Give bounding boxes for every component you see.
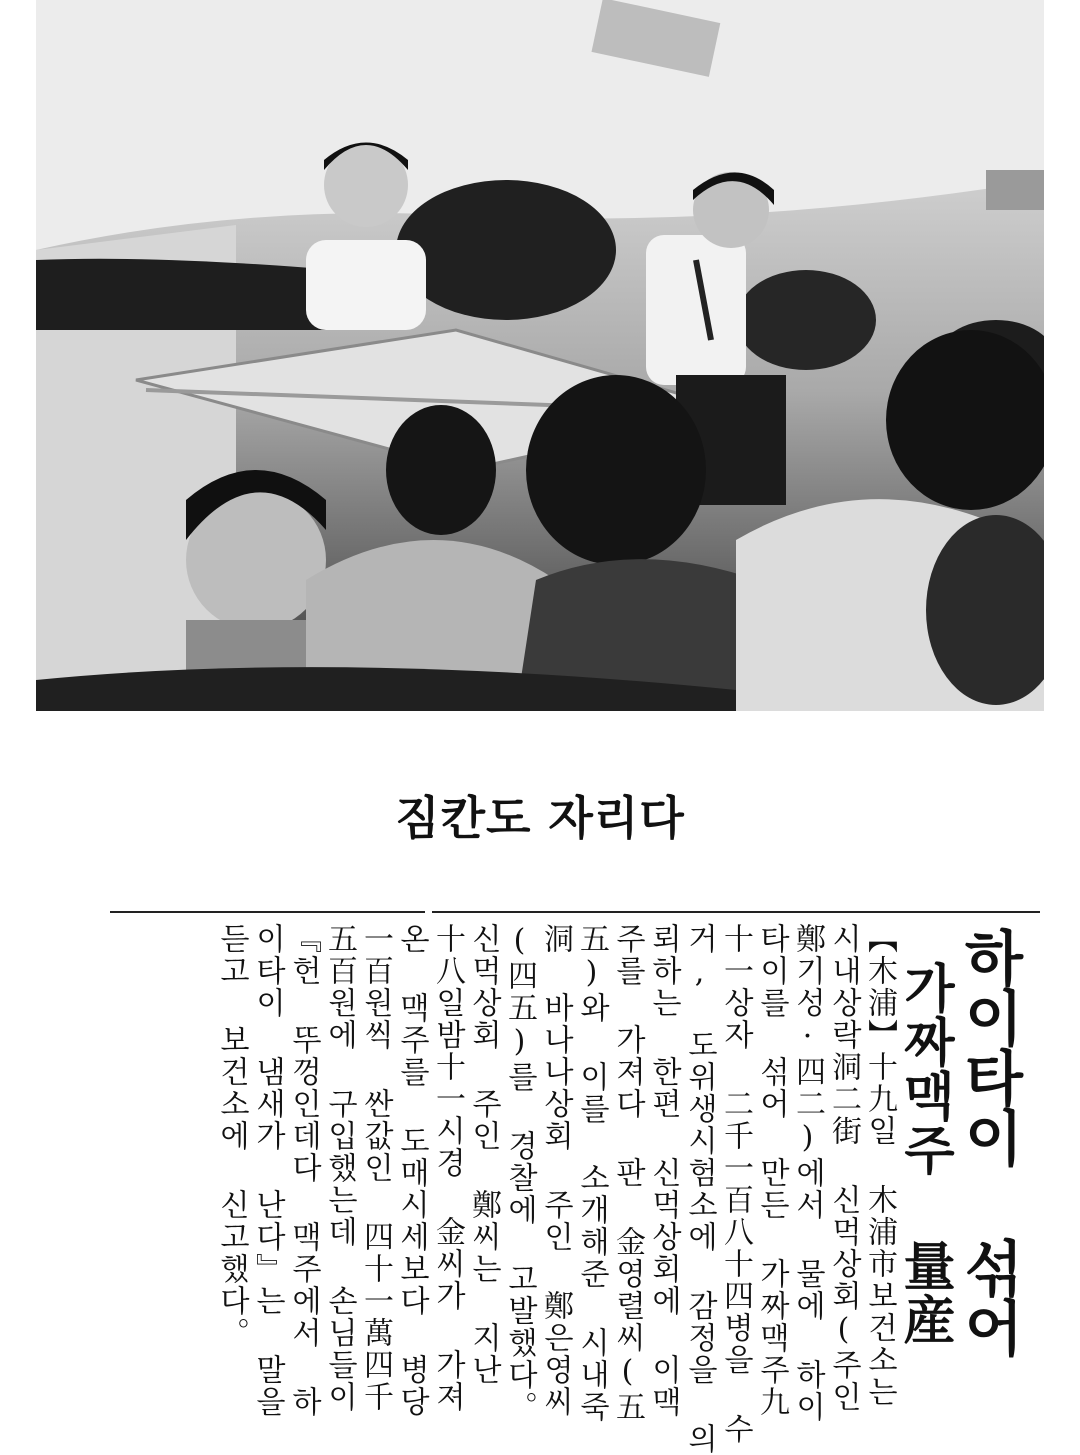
article-column: 주를 가져다 판 金영렬씨(五: [610, 923, 645, 1423]
caption: 짐칸도 자리다: [395, 791, 685, 845]
article-column: 신먹상회 주인 鄭씨는 지난: [466, 923, 501, 1386]
newspaper-clipping: [40, 905, 1040, 1455]
headline-main: 하이타이 섞어: [954, 927, 1024, 1357]
article-column: 듣고 보건소에 신고했다。: [214, 923, 249, 1349]
headline-sub: 가짜맥주 量産: [894, 961, 954, 1347]
article-column: (四五)를 경찰에 고발했다。: [502, 923, 537, 1423]
article-column: 『헌 뚜껑인데다 맥주에서 하: [286, 923, 321, 1418]
article-column: 五)와 이를 소개해준 시내죽: [574, 923, 609, 1423]
article-column: 【木浦】十九일 木浦市보건소는: [862, 923, 897, 1408]
photo-illustration: [36, 0, 1044, 711]
top-rule-left: [110, 911, 425, 913]
article-column: 十八일밤十一시경 金씨가 가져: [430, 923, 465, 1413]
article-column: 五百원에 구입했는데 손님들이: [322, 923, 357, 1413]
top-rule-right: [432, 911, 1040, 913]
article-column: 거, 도위생시험소에 감정을 의: [682, 923, 717, 1455]
article-column: 시내상락洞二街 신먹상회(주인: [826, 923, 861, 1413]
article-column: 洞 바나나상회 주인 鄭은영씨: [538, 923, 573, 1418]
article-column: 온 맥주를 도매시세보다 병당: [394, 923, 429, 1418]
article-column: 이타이 냄새가 난다』는 말을: [250, 923, 285, 1418]
article-column: 타이를 섞어 만든 가짜맥주九: [754, 923, 789, 1418]
article-column: 十一상자 二千一百八十四병을 수: [718, 923, 753, 1445]
photo-train-luggage-rack: [36, 0, 1044, 711]
article-column: 一百원씩 싼값인 四十一萬四千: [358, 923, 393, 1413]
article-column: 뢰하는 한편 신먹상회에 이맥: [646, 923, 681, 1418]
article-column: 鄭기성·四二)에서 물에 하이: [790, 923, 825, 1423]
